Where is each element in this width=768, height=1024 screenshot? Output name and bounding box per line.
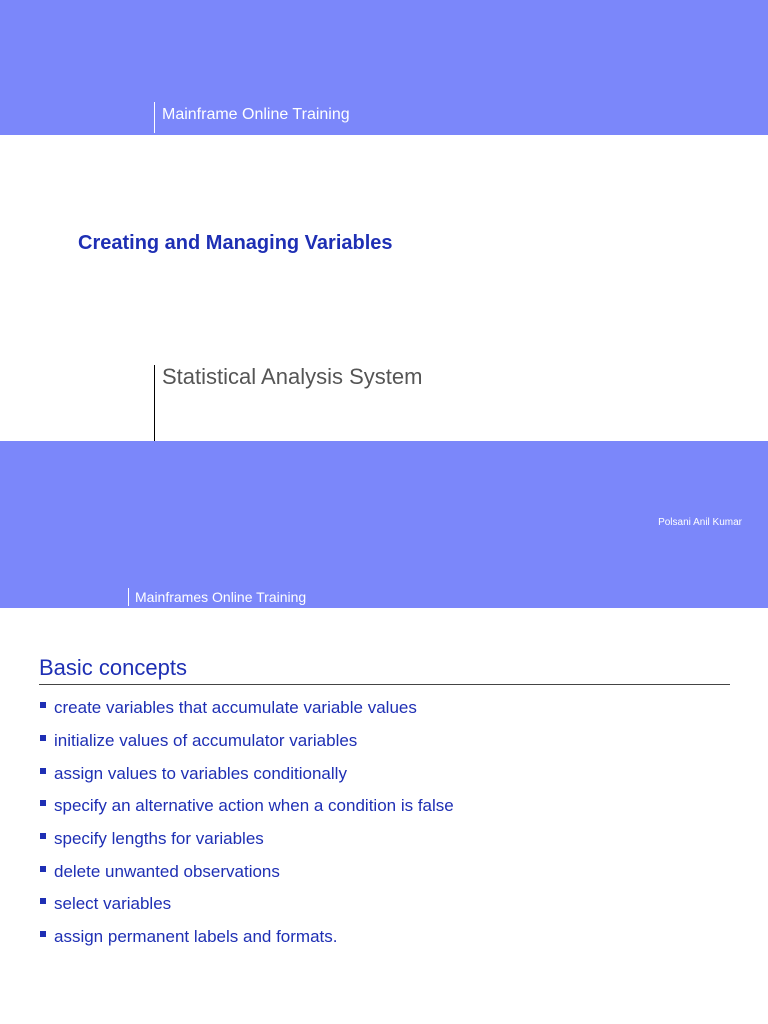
- bullet-text: assign permanent labels and formats.: [54, 927, 338, 947]
- bullet-list: [40, 692, 454, 954]
- bullet-text: create variables that accumulate variable values: [54, 698, 417, 718]
- square-bullet-icon: [40, 735, 46, 741]
- list-item: [40, 757, 454, 790]
- subtitle-divider: [154, 365, 155, 441]
- square-bullet-icon: [40, 866, 46, 872]
- bullet-text: select variables: [54, 894, 172, 914]
- footer-divider: [128, 588, 129, 606]
- list-item: [40, 855, 454, 888]
- bullet-text: assign values to variables conditionally: [54, 763, 347, 783]
- list-item: [40, 823, 454, 856]
- list-item: [40, 790, 454, 823]
- bullet-text: specify an alternative action when a condition is false: [54, 796, 454, 816]
- slide-title: Creating and Managing Variables: [78, 232, 393, 254]
- bullet-text: delete unwanted observations: [54, 861, 280, 881]
- top-banner: [0, 0, 768, 135]
- slide-subtitle: Statistical Analysis System: [162, 364, 423, 389]
- header-title: Mainframe Online Training: [162, 106, 350, 123]
- author-name: Polsani Anil Kumar: [658, 517, 742, 528]
- header-divider: [154, 102, 155, 133]
- footer-title: Mainframes Online Training: [135, 589, 307, 605]
- square-bullet-icon: [40, 800, 46, 806]
- bullet-text: initialize values of accumulator variables: [54, 731, 358, 751]
- square-bullet-icon: [40, 702, 46, 708]
- square-bullet-icon: [40, 768, 46, 774]
- section-divider: [39, 684, 730, 685]
- list-item: [40, 921, 454, 954]
- list-item: [40, 888, 454, 921]
- list-item: [40, 692, 454, 725]
- bullet-text: specify lengths for variables: [54, 829, 264, 849]
- square-bullet-icon: [40, 931, 46, 937]
- section-heading: Basic concepts: [39, 655, 187, 680]
- square-bullet-icon: [40, 833, 46, 839]
- list-item: [40, 725, 454, 758]
- square-bullet-icon: [40, 898, 46, 904]
